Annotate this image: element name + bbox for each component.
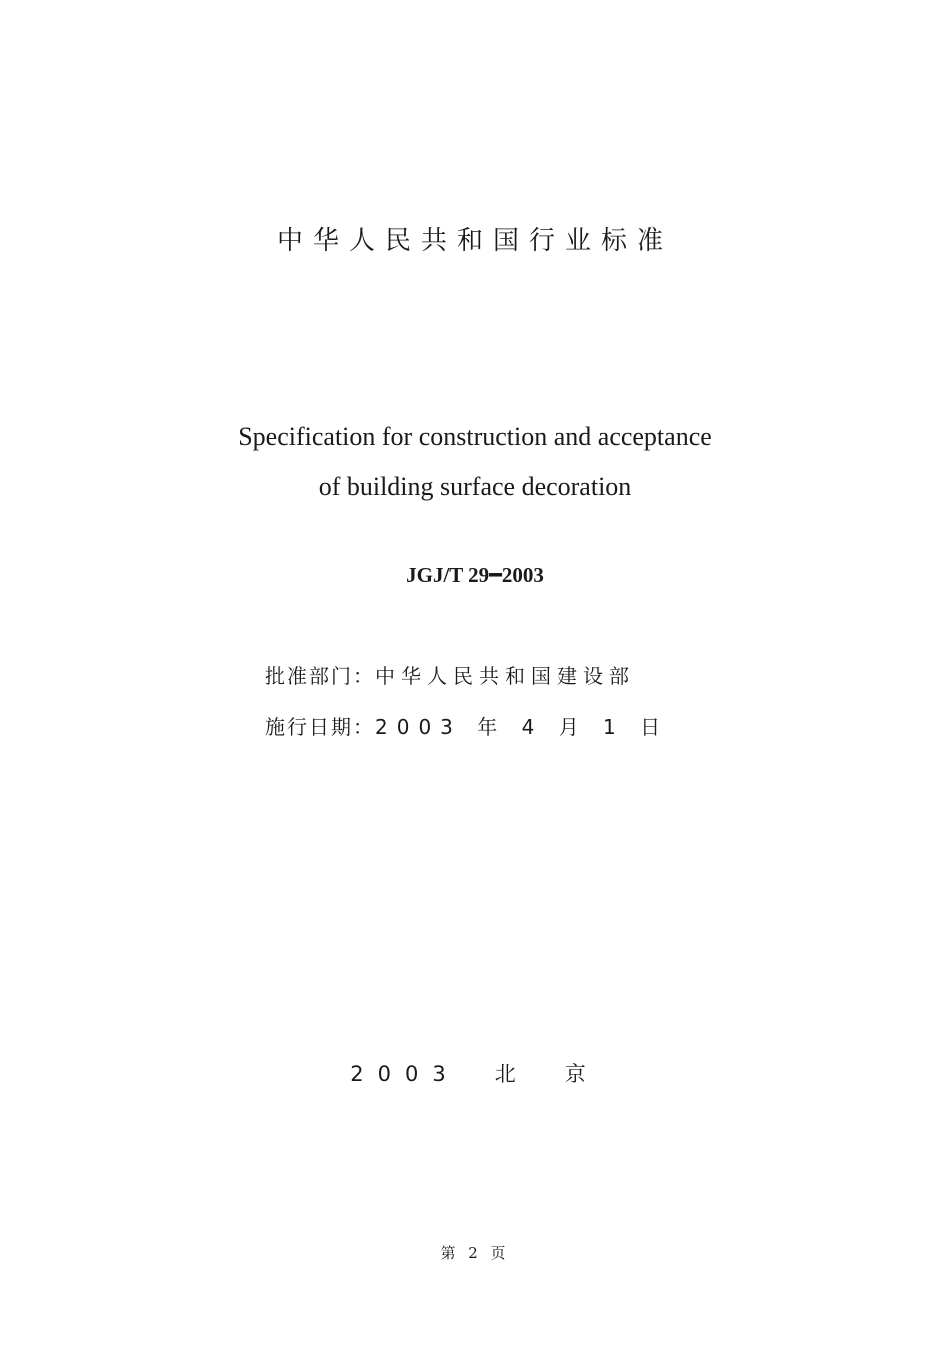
effective-date: [265, 711, 669, 740]
approval-value: 中华人民共和国建设部: [375, 664, 635, 688]
effective-label: 施行日期：: [265, 715, 375, 739]
effective-value: 2003 年 4 月 1 日: [375, 715, 670, 739]
standard-type-heading: 中华人民共和国行业标准: [276, 226, 673, 256]
approval-department: [265, 660, 635, 689]
page-number: 第 2 页: [440, 1244, 510, 1262]
english-title-line-1: Specification for construction and acceptance: [238, 422, 712, 451]
english-title-line-2: of building surface decoration: [318, 472, 632, 501]
approval-label: 批准部门：: [265, 664, 375, 688]
publication-imprint: 2003 北 京: [350, 1062, 600, 1086]
standard-code: JGJ/T 29━2003: [406, 563, 544, 587]
